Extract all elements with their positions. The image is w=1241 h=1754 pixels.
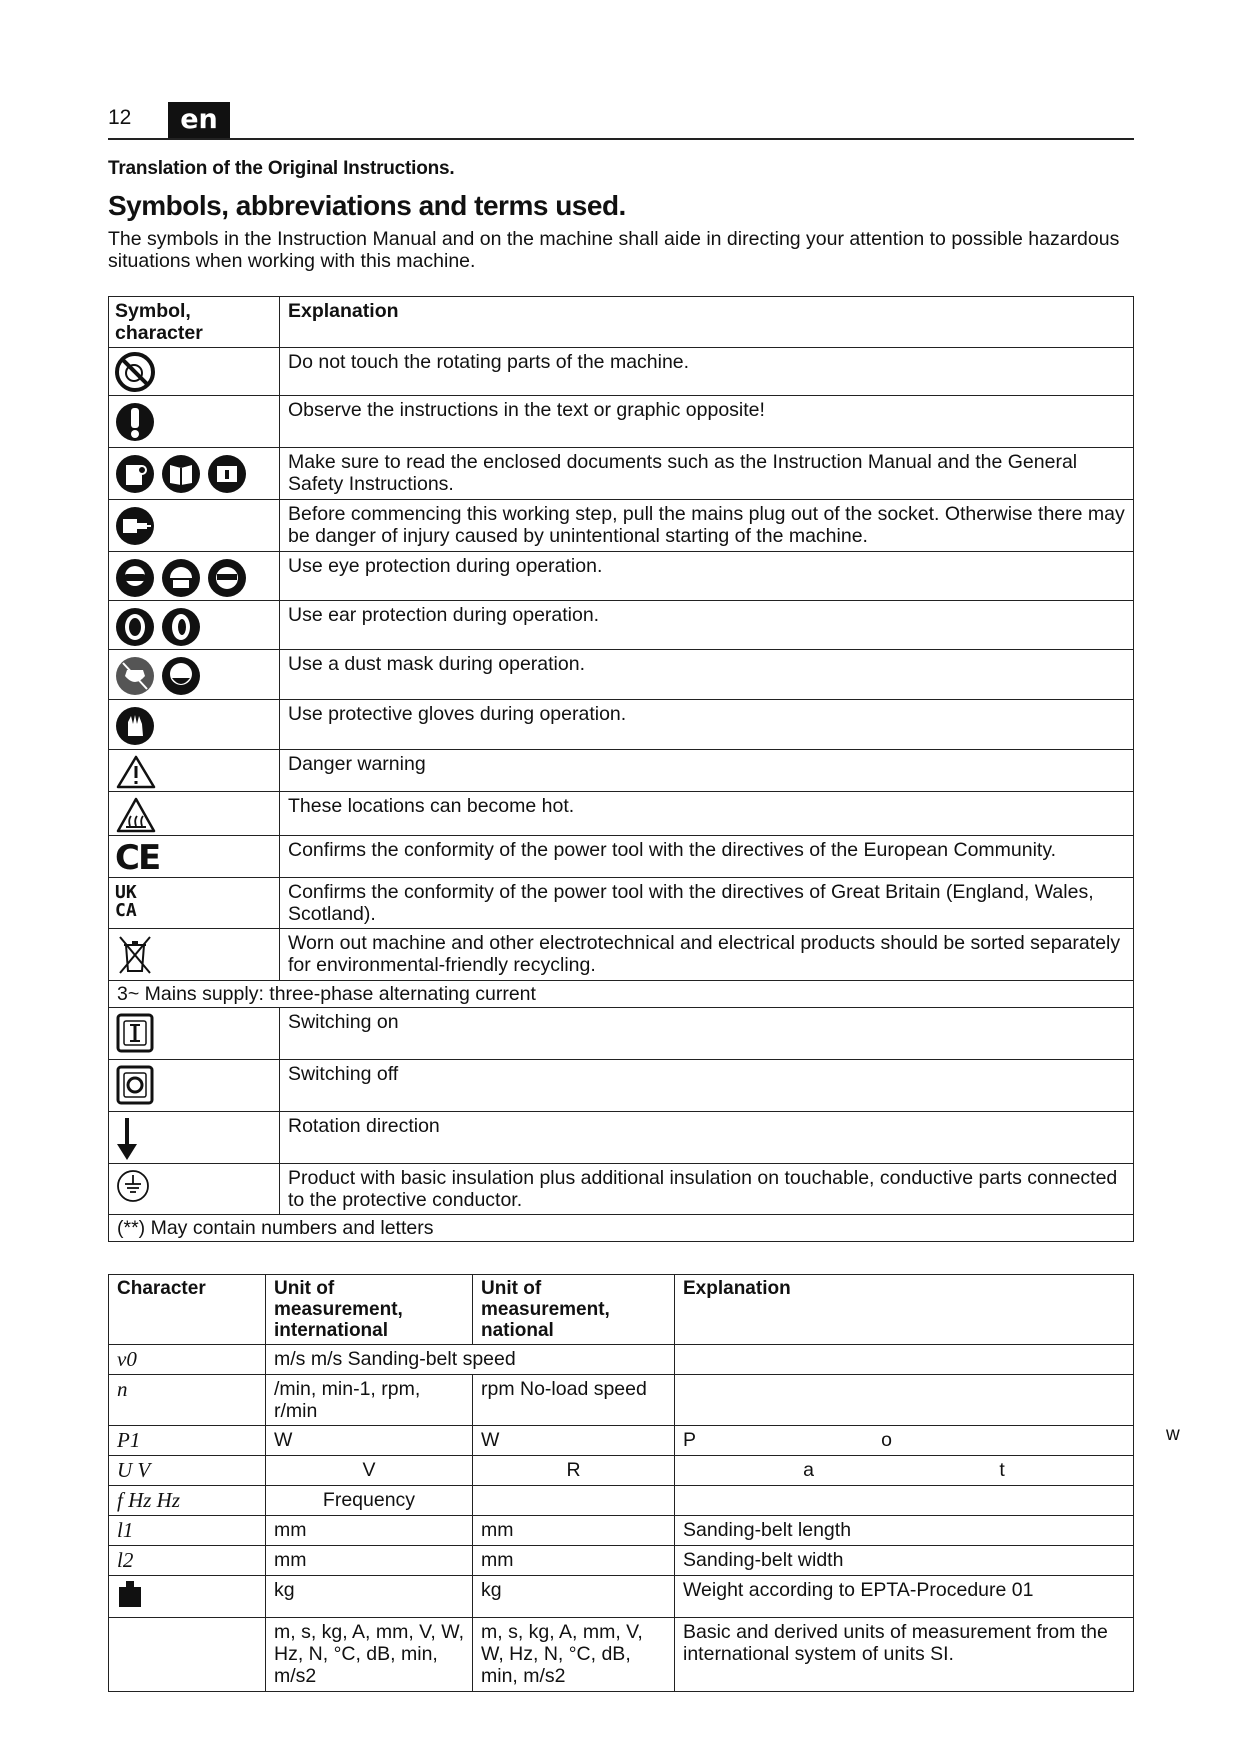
language-badge: en	[168, 102, 230, 138]
table-row	[109, 700, 1134, 750]
explanation-cell: P o	[675, 1426, 1134, 1456]
explanation-cell	[675, 1486, 1134, 1516]
symbol-cell	[109, 552, 280, 601]
explanation-cell	[675, 1345, 1134, 1375]
unit-cell: R	[473, 1456, 675, 1486]
explanation-cell: Sanding-belt width	[675, 1546, 1134, 1576]
explanation-cell: Switching off	[280, 1060, 1134, 1112]
table-row	[109, 1164, 1134, 1215]
page-title: Symbols, abbreviations and terms used.	[108, 190, 626, 221]
table-row	[109, 981, 1134, 1008]
weight-icon	[117, 1579, 143, 1609]
explanation-cell: Use protective gloves during operation.	[280, 700, 1134, 750]
table-row	[109, 1576, 1134, 1618]
mains-supply-row: 3~ Mains supply: three-phase alternating current	[109, 981, 1134, 1008]
hot-surface-icon	[115, 796, 157, 834]
explanation-cell: Worn out machine and other electrotechnical and electrical products should be sorted separately for environmental-friendly recycling.	[280, 929, 1134, 981]
ukca-mark-ca: CA	[115, 900, 137, 921]
table-row	[109, 396, 1134, 448]
unit-cell: Frequency	[266, 1486, 473, 1516]
unit-cell: kg	[473, 1576, 675, 1618]
header-symbol: Symbol, character	[109, 297, 280, 348]
unplug-icon	[115, 504, 155, 548]
explanation-cell: Confirms the conformity of the power tool with the directives of the European Community.	[280, 836, 1134, 878]
table-row	[109, 348, 1134, 396]
unit-cell: W	[473, 1426, 675, 1456]
table-row	[109, 750, 1134, 792]
explanation-cell: Observe the instructions in the text or graphic opposite!	[280, 396, 1134, 448]
symbol-cell	[109, 836, 280, 878]
ce-mark: CE	[115, 838, 160, 878]
header-unit-national: Unit of measurement, national	[473, 1275, 675, 1345]
table-row	[109, 1060, 1134, 1112]
unit-cell: /min, min-1, rpm, r/min	[266, 1375, 473, 1426]
symbol-cell	[109, 700, 280, 750]
header-explanation: Explanation	[280, 297, 1134, 348]
intro-text: The symbols in the Instruction Manual and on the machine shall aide in directing your attention to possible hazardous situations when working with this machine.	[108, 228, 1120, 272]
explanation-cell: Use ear protection during operation.	[280, 601, 1134, 650]
explanation-cell: a t	[675, 1456, 1134, 1486]
ukca-mark-uk: UK	[115, 882, 137, 903]
page	[108, 100, 1134, 1692]
character-cell	[109, 1576, 266, 1618]
unit-cell: m, s, kg, A, mm, V, W, Hz, N, °C, dB, min, m/s2	[473, 1618, 675, 1692]
table-row	[109, 1375, 1134, 1426]
symbol-cell	[109, 1112, 280, 1164]
explanation-cell: Weight according to EPTA-Procedure 01	[675, 1576, 1134, 1618]
switch-on-icon	[115, 1012, 155, 1054]
header-character: Character	[109, 1275, 266, 1345]
table-row	[109, 1486, 1134, 1516]
symbol-cell	[109, 650, 280, 700]
symbol-cell	[109, 929, 280, 981]
table-header-row	[109, 297, 1134, 348]
explanation-cell: Basic and derived units of measurement from the international system of units SI.	[675, 1618, 1134, 1692]
helmet-visor-icon	[161, 556, 201, 600]
unit-cell: mm	[473, 1546, 675, 1576]
symbols-table	[108, 296, 1134, 1242]
explanation-cell: Product with basic insulation plus additional insulation on touchable, conductive parts connected to the protective conductor.	[280, 1164, 1134, 1215]
character-cell: f Hz Hz	[109, 1486, 266, 1516]
header-explanation: Explanation	[675, 1275, 1134, 1345]
character-cell: v0	[109, 1345, 266, 1375]
symbol-cell	[109, 500, 280, 552]
ear-protection-icon	[161, 605, 201, 649]
rotation-arrow-icon	[115, 1116, 139, 1162]
exclamation-icon	[115, 400, 155, 444]
face-shield-icon	[207, 556, 247, 600]
explanation-cell: Confirms the conformity of the power tool with the directives of Great Britain (England, Wales, Scotland).	[280, 878, 1134, 929]
ukca-mark	[115, 884, 137, 920]
symbol-cell	[109, 792, 280, 836]
character-cell: l2	[109, 1546, 266, 1576]
table-row	[109, 1456, 1134, 1486]
table-row	[109, 1345, 1134, 1375]
header-unit-international: Unit of measurement, international	[266, 1275, 473, 1345]
table-row	[109, 1008, 1134, 1060]
page-number: 12	[108, 106, 132, 129]
dust-mask-icon	[115, 654, 155, 698]
respirator-icon	[161, 654, 201, 698]
gloves-icon	[115, 704, 155, 748]
table-row	[109, 836, 1134, 878]
table-row	[109, 552, 1134, 601]
symbol-cell	[109, 396, 280, 448]
table-row	[109, 500, 1134, 552]
unit-cell: mm	[266, 1546, 473, 1576]
symbol-cell	[109, 750, 280, 792]
danger-warning-icon	[115, 754, 157, 790]
explanation-cell: Switching on	[280, 1008, 1134, 1060]
explanation-cell: Make sure to read the enclosed documents such as the Instruction Manual and the General Safety Instructions.	[280, 448, 1134, 500]
unit-cell	[473, 1486, 675, 1516]
explanation-cell: Danger warning	[280, 750, 1134, 792]
weee-bin-icon	[115, 933, 155, 977]
explanation-cell: Sanding-belt length	[675, 1516, 1134, 1546]
table-row	[109, 650, 1134, 700]
table-row	[109, 1546, 1134, 1576]
table-row	[109, 1426, 1134, 1456]
table-row	[109, 929, 1134, 981]
unit-cell: W	[266, 1426, 473, 1456]
symbol-cell	[109, 1060, 280, 1112]
symbol-cell	[109, 1164, 280, 1215]
explanation-cell: Do not touch the rotating parts of the machine.	[280, 348, 1134, 396]
info-sheet-icon	[207, 452, 247, 496]
character-cell	[109, 1618, 266, 1692]
explanation-cell: Use eye protection during operation.	[280, 552, 1134, 601]
character-cell: n	[109, 1375, 266, 1426]
table-row	[109, 448, 1134, 500]
table-row	[109, 1516, 1134, 1546]
explanation-cell	[675, 1375, 1134, 1426]
table-row	[109, 1215, 1134, 1242]
table-row	[109, 1112, 1134, 1164]
character-cell: P1	[109, 1426, 266, 1456]
symbol-cell	[109, 878, 280, 929]
unit-cell: kg	[266, 1576, 473, 1618]
ear-muffs-icon	[115, 605, 155, 649]
explanation-cell: Rotation direction	[280, 1112, 1134, 1164]
no-touch-rotating-icon	[115, 352, 155, 392]
read-manual-icon	[115, 452, 155, 496]
table-row	[109, 1618, 1134, 1692]
unit-cell: V	[266, 1456, 473, 1486]
explanation-cell: These locations can become hot.	[280, 792, 1134, 836]
character-cell: U V	[109, 1456, 266, 1486]
unit-cell: m, s, kg, A, mm, V, W, Hz, N, °C, dB, min, m/s2	[266, 1618, 473, 1692]
goggles-icon	[115, 556, 155, 600]
page-header	[108, 100, 1134, 140]
footnote-row: (**) May contain numbers and letters	[109, 1215, 1134, 1242]
unit-cell: m/s m/s Sanding-belt speed	[266, 1345, 675, 1375]
explanation-cell: Before commencing this working step, pull the mains plug out of the socket. Otherwise there may be danger of injury caused by unintentional starting of the machine.	[280, 500, 1134, 552]
symbol-cell	[109, 601, 280, 650]
table-row	[109, 792, 1134, 836]
units-table	[108, 1274, 1134, 1692]
character-cell: l1	[109, 1516, 266, 1546]
subtitle: Translation of the Original Instructions.	[108, 158, 455, 179]
units-header-row	[109, 1275, 1134, 1345]
unit-cell: mm	[473, 1516, 675, 1546]
table-row	[109, 601, 1134, 650]
unit-cell: mm	[266, 1516, 473, 1546]
book-icon	[161, 452, 201, 496]
stray-letter: w	[1166, 1424, 1180, 1445]
protective-conductor-icon	[115, 1168, 151, 1204]
table-row	[109, 878, 1134, 929]
unit-cell: rpm No-load speed	[473, 1375, 675, 1426]
symbol-cell	[109, 448, 280, 500]
symbol-cell	[109, 1008, 280, 1060]
switch-off-icon	[115, 1064, 155, 1106]
explanation-cell: Use a dust mask during operation.	[280, 650, 1134, 700]
symbol-cell	[109, 348, 280, 396]
